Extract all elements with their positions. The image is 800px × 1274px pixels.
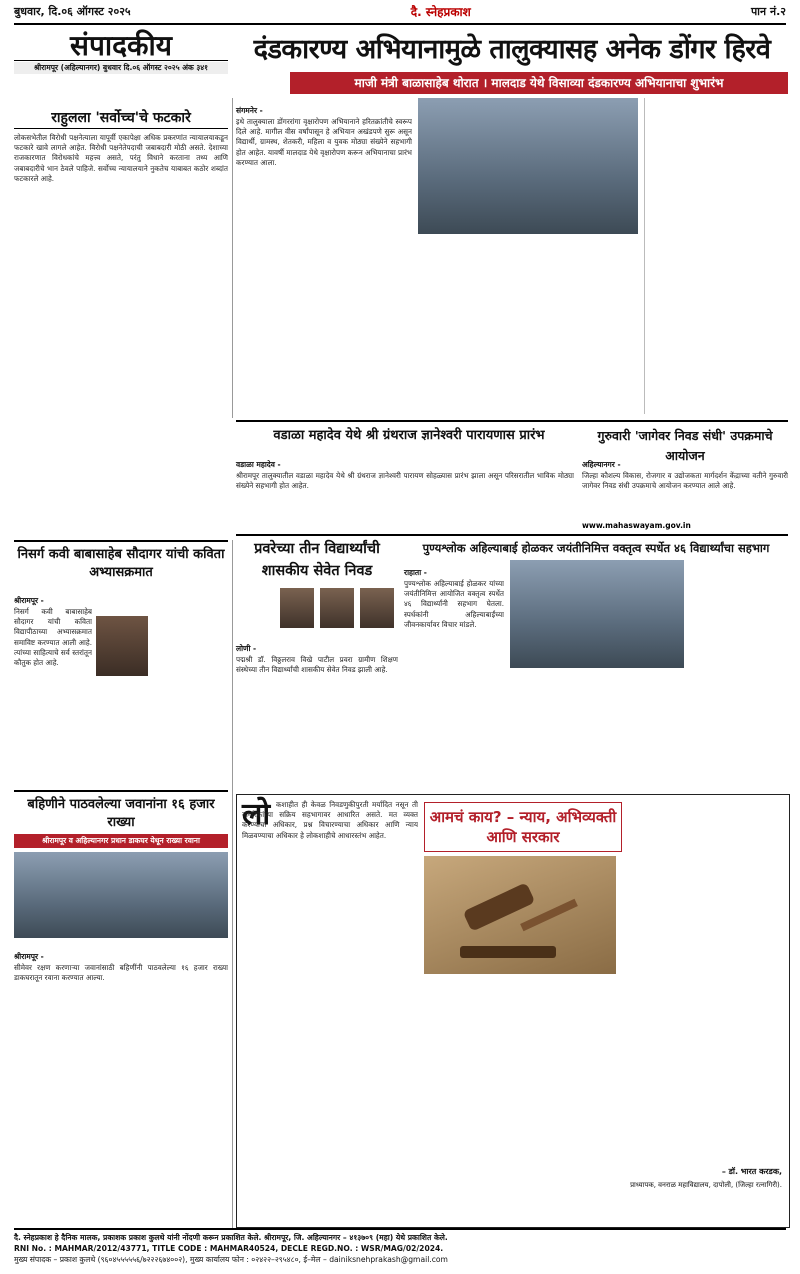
- holkar-body: पुण्यश्लोक अहिल्याबाई होळकर यांच्या जयंतीनिमित्त आयोजित वक्तृत्व स्पर्धेत ४६ विद्यार्थ्यांनी सहभाग घेतला. स्पर्धकांनी अहिल्याबाईंच्या जीवनकार्यावर विचार मांडले.: [404, 579, 504, 629]
- holkar-title: पुण्यश्लोक अहिल्याबाई होळकर जयंतीनिमित्त वक्तृत्व स्पर्धेत ४६ विद्यार्थ्यांचा सहभाग: [422, 541, 770, 555]
- holkar-photo: [510, 560, 684, 668]
- column-divider: [232, 540, 233, 1228]
- student-photo-2: [320, 588, 354, 628]
- page-header: [14, 0, 786, 22]
- rakhi-subhead: श्रीरामपूर व अहिल्यानगर प्रधान डाकघर येथून राख्या रवाना: [14, 834, 228, 848]
- rule: [14, 540, 228, 542]
- holkar-dateline: राहाता -: [404, 568, 427, 577]
- article-dropcap: लो: [242, 797, 271, 832]
- poet-body: निसर्ग कवी बाबासाहेब सौदागर यांची कविता विद्यापीठाच्या अभ्यासक्रमात समाविष्ट करण्यात आली आहे. त्यांच्या साहित्याचे सर्व स्तरांतून कौतुक होत आहे.: [14, 607, 92, 668]
- issue-date: बुधवार, दि.०६ ऑगस्ट २०२५: [14, 4, 131, 18]
- rakhi-body: सीमेवर रक्षण करणाऱ्या जवानांसाठी बहिणींनी पाठवलेल्या १६ हजार राख्या डाकघरातून रवाना करण्यात आल्या.: [14, 963, 228, 983]
- parayan-body: श्रीरामपूर तालुक्यातील वडाळा महादेव येथे श्री ग्रंथराज ज्ञानेश्वरी पारायण सोहळ्यास प्रारंभ झाला असून परिसरातील भाविक मोठ्या संख्येने सहभागी होत आहेत.: [236, 471, 574, 491]
- rule: [236, 534, 788, 536]
- editorial-body: लोकसभेतील विरोधी पक्षनेत्याला यापूर्वी एकापेक्षा अधिक प्रकरणांत न्यायालयाकडून फटकारे खावे लागले आहेत. विरोधी पक्षनेतेपदाची जबाबदारी मोठी असते. देशाच्या राजकारणात विरोधकांचे महत्त्व असते, परंतु विधाने करताना तथ्य आणि जबाबदारीचे भान ठेवले पाहिजे. सर्वोच्च न्यायालयाने नुकतेच याबाबत कठोर शब्दांत फटकारले आहे.: [14, 133, 228, 183]
- edition-line: श्रीरामपूर (अहिल्यानगर) बुधवार दि.०६ ऑगस्ट २०२५ अंक ३४१: [14, 62, 228, 74]
- rakhi-photo: [14, 852, 228, 938]
- jagevar-dateline: अहिल्यानगर -: [582, 460, 621, 469]
- jagevar-website-link[interactable]: www.mahaswayam.gov.in: [582, 521, 691, 530]
- rakhi-dateline: श्रीरामपूर -: [14, 952, 44, 961]
- students-title: प्रवरेच्या तीन विद्यार्थ्यांची शासकीय सेवेत निवड: [254, 541, 380, 579]
- student-photo-1: [280, 588, 314, 628]
- editorial-column: [14, 108, 228, 508]
- column-divider: [232, 98, 233, 418]
- lead-headline: दंडकारण्य अभियानामुळे तालुक्यासह अनेक डोंगर हिरवे: [253, 34, 771, 65]
- imprint-line: दै. स्नेहप्रकाश हे दैनिक मालक, प्रकाशक प्रकाश कुलथे यांनी नोंदणी करून प्रकाशित केले. श्रीरामपूर, जि. अहिल्यानगर – ४१३७०९ (महा) येथे प्रकाशित केले.: [14, 1233, 448, 1242]
- students-body: पद्मश्री डॉ. विठ्ठलराव विखे पाटील प्रवरा ग्रामीण शिक्षण संस्थेच्या तीन विद्यार्थ्यांची शासकीय सेवेत निवड झाली आहे.: [236, 655, 398, 675]
- poet-dateline: श्रीरामपूर -: [14, 596, 44, 605]
- parayan-title: वडाळा महादेव येथे श्री ग्रंथराज ज्ञानेश्वरी पारायणास प्रारंभ: [273, 428, 545, 443]
- imprint-contact: मुख्य संपादक – प्रकाश कुलथे (९६०४५५५५५६/७२२२६७४००२), मुख्य कार्यालय फोन : ०२४२२–२९५४८०, ई–मेल – dainiksnehprakash@gmail.com: [14, 1255, 448, 1264]
- article-text-right: [622, 800, 782, 1160]
- rule: [14, 790, 228, 792]
- lead-dateline: संगमनेर -: [236, 106, 263, 115]
- page-number: पान नं.२: [750, 4, 786, 18]
- holkar-story: [404, 560, 504, 788]
- article-author-place: प्राध्यापक, वनराळ महाविद्यालय, दापोली, (जिल्हा रत्नागिरी).: [630, 1181, 782, 1189]
- lead-subhead: माजी मंत्री बाळासाहेब थोरात । मालदाड येथे विसाव्या दंडकारण्य अभियानाचा शुभारंभ: [290, 72, 788, 94]
- jagevar-title: गुरुवारी 'जागेवर निवड संधी' उपक्रमाचे आयोजन: [597, 428, 773, 463]
- masthead-title: संपादकीय: [14, 26, 228, 63]
- lead-text-left: [236, 98, 412, 416]
- lead-photo: [418, 98, 638, 234]
- article-body: कशाहीत ही केवळ निवडणुकीपुरती मर्यादित नसून ती नागरिकांच्या सक्रिय सहभागावर आधारित असते. मत व्यक्त करण्याचा अधिकार, प्रश्न विचारण्याचा अधिकार आणि न्याय मिळवण्याचा अधिकार हे लोकशाहीचे आधारस्तंभ आहेत.: [242, 800, 418, 840]
- article-author: – डॉ. भारत करडक,: [721, 1167, 782, 1176]
- students-dateline: लोणी -: [236, 644, 257, 653]
- students-story: [236, 636, 398, 788]
- imprint: [14, 1232, 786, 1265]
- lead-text-right: [644, 98, 788, 416]
- lead-body: इथे तालुक्याला डोंगररांगा वृक्षारोपण अभियानाने हरितक्रांतीचे स्वरूप दिले आहे. मागील वीस वर्षांपासून हे अभियान अखंडपणे सुरू असून विद्यार्थी, ग्रामस्थ, शेतकरी, महिला व युवक मोठ्या संख्येने सहभागी होत आहेत. यावर्षी मालदाड येथे वृक्षारोपण करून अभियानाचा प्रारंभ करण्यात आला.: [236, 117, 412, 167]
- jagevar-story: [582, 452, 788, 528]
- poet-title: निसर्ग कवी बाबासाहेब सौदागर यांची कविता अभ्यासक्रमात: [17, 547, 225, 580]
- parayan-story: [236, 452, 574, 528]
- gavel-image: [424, 856, 616, 974]
- article-text-left: [242, 797, 418, 1218]
- rakhi-title: बहिणीने पाठवलेल्या जवानांना १६ हजार राख्या: [27, 797, 215, 830]
- paper-name: दै. स्नेहप्रकाश: [410, 4, 471, 19]
- article-continued: [622, 800, 782, 1158]
- imprint-rni: RNI No. : MAHMAR/2012/43771, TITLE CODE : MAHMAR40524, DECLE REGD.NO. : WSR/MAG/02/2024.: [14, 1244, 444, 1253]
- header-rule: [14, 23, 786, 25]
- footer-rule: [14, 1228, 786, 1230]
- poet-story: [14, 588, 228, 780]
- parayan-dateline: वडाळा महादेव -: [236, 460, 281, 469]
- student-photo-3: [360, 588, 394, 628]
- editorial-title: राहुलला 'सर्वोच्च'चे फटकारे: [14, 108, 228, 129]
- article-title: आमचं काय? – न्याय, अभिव्यक्ती आणि सरकार: [424, 802, 622, 852]
- gavel-icon: [424, 856, 616, 974]
- rakhi-story: [14, 944, 228, 1224]
- lead-continued: [644, 98, 788, 414]
- section-rule: [236, 420, 788, 422]
- jagevar-body: जिल्हा कौशल्य विकास, रोजगार व उद्योजकता मार्गदर्शन केंद्राच्या वतीने गुरुवारी जागेवर निवड संधी उपक्रमाचे आयोजन करण्यात आले आहे.: [582, 471, 788, 491]
